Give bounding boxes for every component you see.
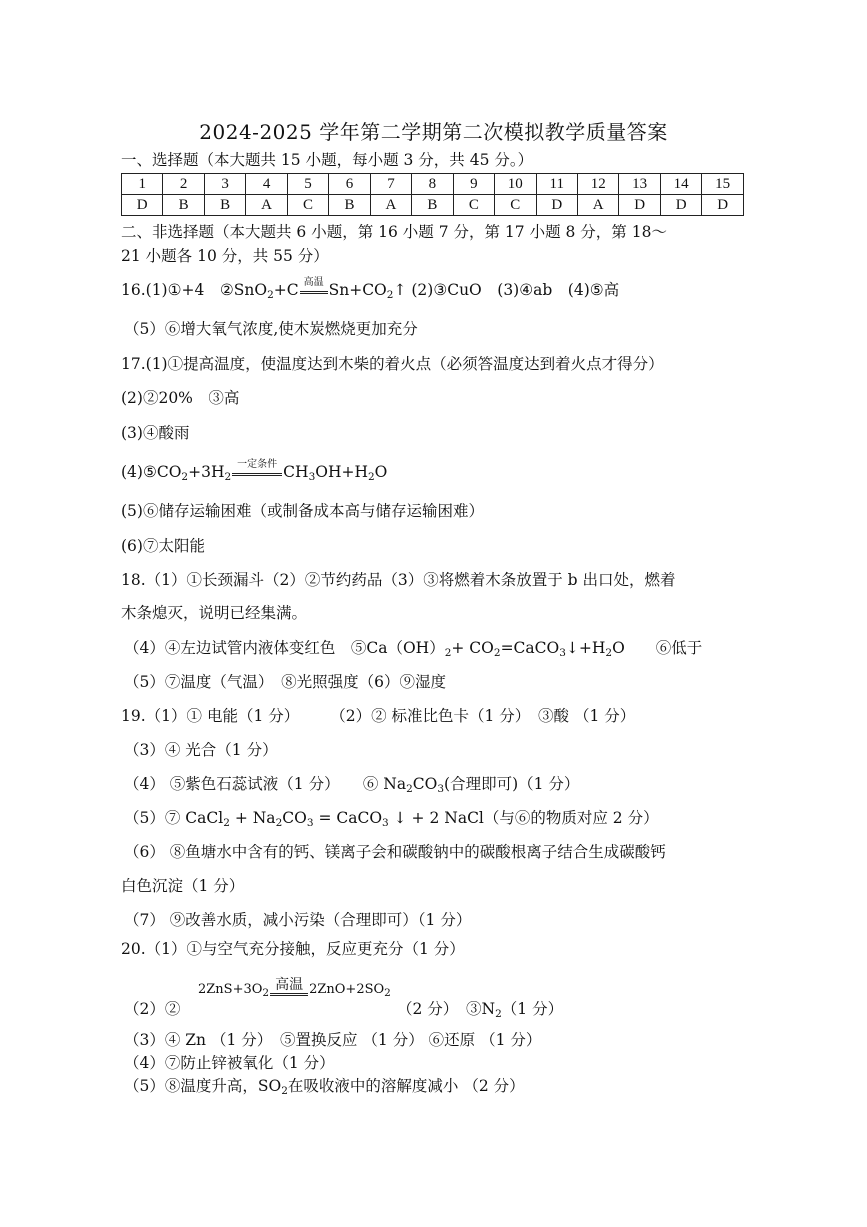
- section1-heading: 一、选择题（本大题共 15 小题，每小题 3 分，共 45 分。）: [121, 151, 534, 169]
- q17-text-d: OH+H: [315, 463, 368, 481]
- question-number-cell: 14: [660, 174, 701, 195]
- answer-cell: C: [287, 195, 328, 216]
- q19-text-a: （4） ⑤紫色石蕊试液（1 分） ⑥ Na: [124, 775, 407, 793]
- subscript: 2: [384, 987, 391, 999]
- q17-text-e: O: [374, 463, 388, 481]
- subscript: 2: [181, 471, 189, 483]
- q19-text-a: （5）⑦ CaCl: [124, 809, 224, 827]
- question-number-cell: 10: [495, 174, 536, 195]
- subscript: 3: [437, 783, 445, 795]
- answer-cell: C: [495, 195, 536, 216]
- answer-cell: B: [412, 195, 453, 216]
- q18-line2: 木条熄灭，说明已经集满。: [121, 604, 308, 622]
- q20-line2-label: （2）②: [124, 1000, 181, 1018]
- q19-text-e: ↓ + 2 NaCl（与⑥的物质对应 2 分）: [388, 809, 659, 827]
- q16-text-c: Sn+CO: [328, 281, 387, 299]
- q19-line3: [124, 775, 579, 796]
- subscript: 3: [382, 817, 389, 829]
- question-number-cell: 8: [412, 174, 453, 195]
- reaction-condition: [270, 978, 308, 996]
- section2-heading-line1: 二、非选择题（本大题共 6 小题，第 16 小题 7 分，第 17 小题 8 分，第 18～: [121, 223, 667, 241]
- answer-cell: D: [660, 195, 701, 216]
- subscript: 2: [281, 1085, 288, 1097]
- q17-line3: (3)④酸雨: [121, 424, 190, 442]
- subscript: 2: [493, 647, 501, 659]
- page-title: 2024-2025 学年第二学期第二次模拟教学质量答案: [199, 120, 668, 144]
- q20-text-c: （5）⑧温度升高，SO: [124, 1077, 282, 1095]
- subscript: 2: [386, 289, 394, 301]
- q20-line2-rest: [397, 1000, 563, 1021]
- answer-row: [122, 195, 744, 216]
- q20-line4: （4）⑦防止锌被氧化（1 分）: [124, 1054, 335, 1072]
- condition-label: 高温: [303, 277, 324, 288]
- subscript: 2: [406, 783, 413, 795]
- subscript: 2: [224, 471, 232, 483]
- q19-line4: [124, 809, 659, 830]
- answer-cell: A: [370, 195, 411, 216]
- q19-line7: （7） ⑨改善水质，减小污染（合理即可）（1 分）: [124, 911, 472, 929]
- q17-line1: 17.(1)①提高温度，使温度达到木柴的着火点（必须答温度达到着火点才得分）: [121, 355, 664, 373]
- q20-equation: [198, 978, 391, 1000]
- question-number-cell: 9: [453, 174, 494, 195]
- q18-text-d: ↓+H: [565, 639, 606, 657]
- q20-text-b: （1 分）: [501, 1000, 564, 1018]
- q20-line5: [124, 1077, 525, 1098]
- question-number-cell: 1: [122, 174, 163, 195]
- question-number-cell: 5: [287, 174, 328, 195]
- q19-line6: 白色沉淀（1 分）: [121, 877, 245, 895]
- q18-line3: [124, 639, 702, 660]
- question-number-cell: 13: [619, 174, 660, 195]
- q19-text-b: CO: [412, 775, 438, 793]
- q19-text-b: + Na: [229, 809, 276, 827]
- q17-text-c: CH: [283, 463, 309, 481]
- q17-text-b: +3H: [188, 463, 225, 481]
- subscript: 3: [559, 647, 566, 659]
- q18-line1: 18.（1）①长颈漏斗（2）②节约药品（3）③将燃着木条放置于 b 出口处，燃着: [121, 571, 676, 589]
- condition-label: 高温: [275, 977, 304, 993]
- question-number-cell: 11: [536, 174, 577, 195]
- q17-line2: (2)②20% ③高: [121, 389, 240, 407]
- subscript: 2: [367, 471, 375, 483]
- answer-cell: A: [577, 195, 618, 216]
- q19-line5: （6） ⑧鱼塘水中含有的钙、镁离子会和碳酸钠中的碳酸根离子结合生成碳酸钙: [124, 843, 666, 861]
- q17-line6: (6)⑦太阳能: [121, 537, 205, 555]
- subscript: 2: [262, 987, 270, 999]
- answer-cell: B: [204, 195, 245, 216]
- q18-text-e: O ⑥低于: [612, 639, 703, 657]
- q17-line4: [121, 459, 388, 484]
- subscript: 3: [308, 471, 316, 483]
- answer-cell: D: [536, 195, 577, 216]
- question-number-cell: 15: [702, 174, 744, 195]
- answer-cell: D: [619, 195, 660, 216]
- subscript: 2: [444, 647, 452, 659]
- question-number-cell: 3: [204, 174, 245, 195]
- answer-cell: B: [163, 195, 204, 216]
- q16-text-b: +C: [273, 281, 299, 299]
- q18-text-c: =CaCO: [500, 639, 560, 657]
- question-number-cell: 2: [163, 174, 204, 195]
- q20-line1: 20.（1）①与空气充分接触，反应更充分（1 分）: [121, 940, 465, 958]
- q17-text-a: (4)⑤CO: [121, 463, 182, 481]
- q16-text-a: 16.(1)①+4 ②SnO: [121, 281, 268, 299]
- answer-cell: D: [702, 195, 744, 216]
- q16-line1: [121, 277, 620, 302]
- q20-text-a: （2 分） ③N: [397, 1000, 496, 1018]
- q19-text-c: CO: [282, 809, 307, 827]
- question-number-row: [122, 174, 744, 195]
- q19-text-d: = CaCO: [313, 809, 383, 827]
- q20-eq-a: 2ZnS+3O: [198, 982, 263, 997]
- multiple-choice-answer-table: [121, 173, 744, 216]
- question-number-cell: 4: [246, 174, 287, 195]
- question-number-cell: 7: [370, 174, 411, 195]
- answer-cell: B: [329, 195, 370, 216]
- q18-text-a: （4）④左边试管内液体变红色 ⑤Ca（OH）: [124, 639, 445, 657]
- q19-line2: （3）④ 光合（1 分）: [124, 741, 278, 759]
- reaction-condition: [232, 459, 282, 476]
- section2-heading-line2: 21 小题各 10 分，共 55 分）: [121, 247, 329, 265]
- q16-text-d: ↑ (2)③CuO (3)④ab (4)⑤高: [393, 281, 620, 299]
- q20-line3: （3）④ Zn （1 分） ⑤置换反应 （1 分） ⑥还原 （1 分）: [124, 1031, 542, 1049]
- answer-cell: A: [246, 195, 287, 216]
- q16-line2: （5）⑥增大氧气浓度,使木炭燃烧更加充分: [124, 320, 418, 338]
- subscript: 2: [605, 647, 613, 659]
- question-number-cell: 12: [577, 174, 618, 195]
- q17-line5: (5)⑥储存运输困难（或制备成本高与储存运输困难）: [121, 502, 484, 520]
- subscript: 2: [275, 817, 283, 829]
- subscript: 3: [306, 817, 314, 829]
- answer-cell: C: [453, 195, 494, 216]
- answer-cell: D: [122, 195, 163, 216]
- q19-line1: 19.（1）① 电能（1 分） （2）② 标准比色卡（1 分） ③酸 （1 分）: [121, 707, 636, 725]
- reaction-condition: [300, 277, 328, 294]
- q18-text-b: + CO: [451, 639, 494, 657]
- subscript: 2: [267, 289, 274, 301]
- q19-text-c: (合理即可)（1 分）: [444, 775, 580, 793]
- q20-eq-b: 2ZnO+2SO: [309, 982, 385, 997]
- subscript: 2: [495, 1008, 502, 1020]
- question-number-cell: 6: [329, 174, 370, 195]
- q18-line4: （5）⑦温度（气温） ⑧光照强度（6）⑨湿度: [124, 673, 446, 691]
- condition-label: 一定条件: [237, 459, 278, 470]
- subscript: 2: [223, 817, 230, 829]
- q20-text-d: 在吸收液中的溶解度减小 （2 分）: [287, 1077, 525, 1095]
